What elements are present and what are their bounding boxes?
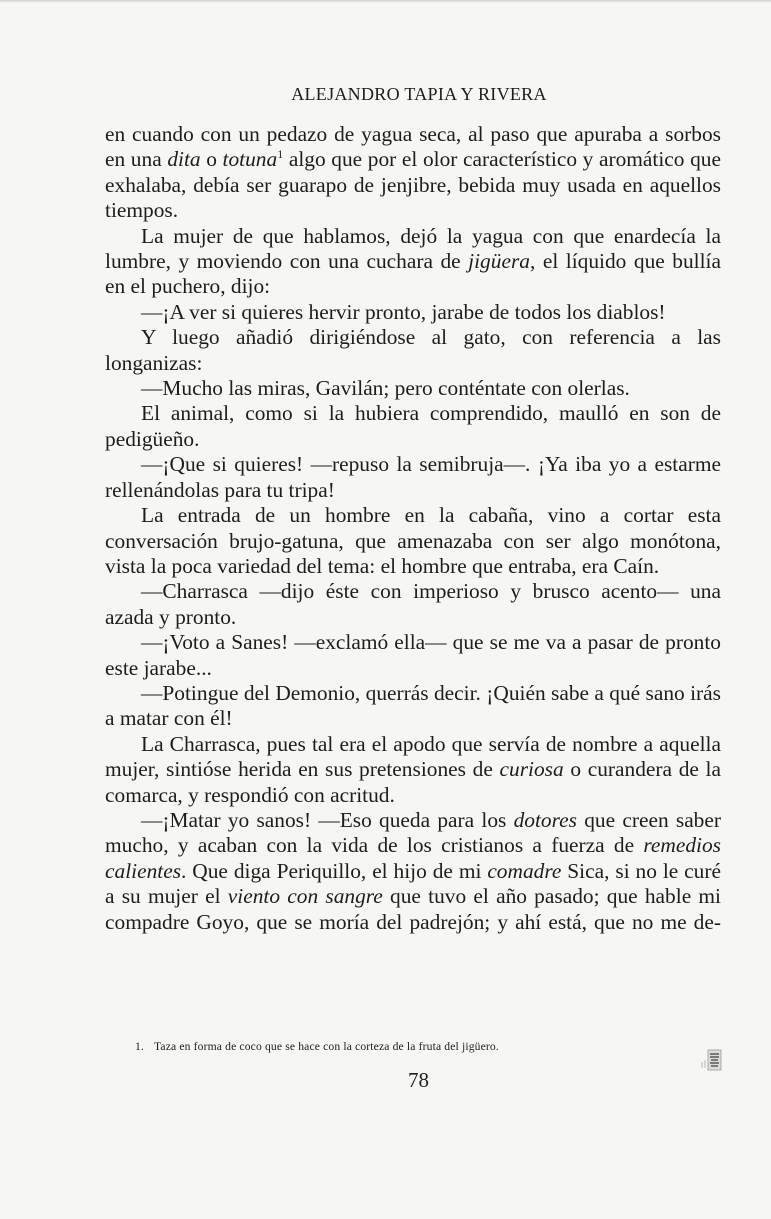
paragraph — [105, 452, 721, 503]
text-run: o curandera de la comarca, y respondió con acritud. — [105, 757, 721, 807]
text-run: Y luego añadió dirigiéndose al gato, con referencia a las longanizas: — [105, 325, 721, 375]
body-text — [105, 122, 721, 935]
paragraph — [105, 401, 721, 452]
italic-term: viento con sangre — [227, 884, 383, 909]
italic-term: curiosa — [499, 757, 564, 782]
text-run: algo que por el olor característico y aromático que exhalaba, debía ser guarapo de jenjibre, bebida muy usada en aquellos tiempos. — [105, 147, 721, 223]
paragraph — [105, 630, 721, 681]
paragraph — [105, 300, 721, 325]
text-run: —Charrasca —dijo éste con imperioso y brusco acento— una azada y pronto. — [105, 579, 721, 629]
footnote-number: 1. — [135, 1040, 144, 1053]
footnote-text: Taza en forma de coco que se hace con la corteza de la fruta del jigüero. — [154, 1040, 499, 1053]
italic-term: dita — [167, 147, 201, 172]
text-run: en cuando con un pedazo de yagua seca, al paso que apuraba a sorbos en una — [105, 122, 721, 172]
italic-term: totuna — [222, 147, 278, 172]
italic-term: comadre — [487, 858, 562, 883]
italic-term: dotores — [513, 807, 577, 832]
paragraph — [105, 224, 721, 300]
paragraph — [105, 325, 721, 376]
book-page — [105, 84, 721, 935]
italic-term: remedios calientes — [105, 833, 721, 883]
text-run: que creen saber mucho, y acaban con la vida de los cristianos a fuerza de — [105, 807, 721, 858]
text-run: El animal, como si la hubiera comprendido, maulló en son de pedigüeño. — [105, 401, 721, 451]
text-run: que tuvo el año pasado; que hable mi compadre Goyo, que se moría del padrejón; y ahí está, que no me de- — [105, 884, 721, 934]
text-run: —¡Que si quieres! —repuso la semibruja—. ¡Ya iba yo a estarme rellenándolas para tu tripa! — [105, 452, 721, 502]
paragraph — [105, 122, 721, 224]
text-run: o — [200, 147, 223, 172]
paragraph — [105, 732, 721, 808]
page-top-edge — [0, 0, 771, 3]
text-run: —Mucho las miras, Gavilán; pero conténtate con olerlas. — [141, 376, 630, 401]
paragraph — [105, 808, 721, 935]
paragraph — [105, 579, 721, 630]
library-stamp-icon — [700, 1048, 722, 1072]
paragraph — [105, 503, 721, 579]
footnote-ref: 1 — [277, 147, 284, 162]
text-run: La mujer de que hablamos, dejó la yagua con que enardecía la lumbre, y moviendo con una cuchara de — [105, 223, 721, 274]
text-run: La Charrasca, pues tal era el apodo que servía de nombre a aquella mujer, sintióse herida en sus pretensiones de — [105, 731, 721, 782]
paragraph — [105, 376, 721, 401]
footnote — [135, 1040, 499, 1053]
text-run: . Que diga Periquillo, el hijo de mi — [181, 858, 488, 883]
text-run: Sica, si no le curé a su mujer el — [105, 858, 721, 909]
page-number: 78 — [408, 1068, 429, 1092]
text-run: —Potingue del Demonio, querrás decir. ¡Quién sabe a qué sano irás a matar con él! — [105, 680, 721, 731]
text-run: , el líquido que bullía en el puchero, dijo: — [105, 249, 721, 299]
text-run: La entrada de un hombre en la cabaña, vino a cortar esta conversación brujo-gatuna, que amenazaba con ser algo monótona, vista la poca variedad del tema: el hombre que entraba, era Caín. — [105, 503, 721, 578]
text-run: —¡Matar yo sanos! —Eso queda para los — [141, 807, 514, 832]
paragraph — [105, 681, 721, 732]
text-run: —¡Voto a Sanes! —exclamó ella— que se me va a pasar de pronto este jarabe... — [105, 630, 721, 680]
text-run: —¡A ver si quieres hervir pronto, jarabe de todos los diablos! — [141, 299, 666, 324]
running-head: ALEJANDRO TAPIA Y RIVERA — [291, 84, 547, 104]
italic-term: jigüera — [468, 249, 530, 274]
